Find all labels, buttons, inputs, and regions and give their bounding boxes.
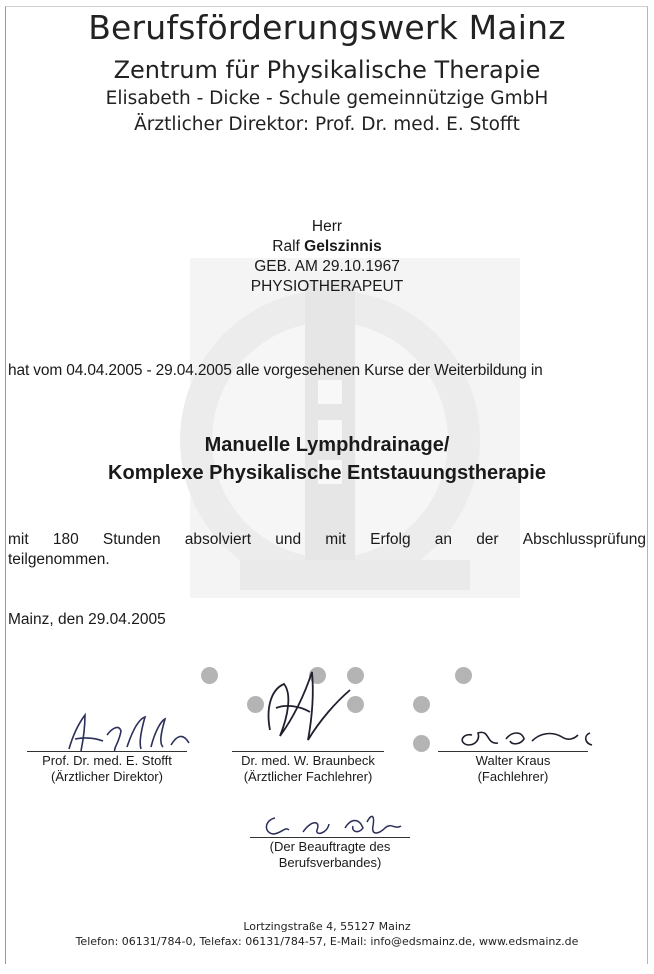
course-title-line1: Manuelle Lymphdrainage/ (204, 434, 450, 456)
center-subtitle: Zentrum für Physikalische Therapie (113, 56, 541, 84)
org-title: Berufsförderungswerk Mainz (88, 8, 566, 47)
signatory-1 (12, 753, 202, 785)
footer-contact: Telefon: 06131/784-0, Telefax: 06131/784-57, E-Mail: info@edsmainz.de, www.edsmainz.de (75, 935, 579, 948)
signature-line-1 (27, 751, 187, 752)
completion-word: Stunden (102, 531, 161, 548)
statement: hat vom 04.04.2005 - 29.04.2005 alle vorgesehenen Kurse der Weiterbildung in (8, 362, 543, 379)
seal-dot (413, 696, 430, 713)
signatory-4-role: Berufsverbandes) (278, 855, 382, 870)
signature-line-2 (232, 751, 384, 752)
signatory-1-name: Prof. Dr. med. E. Stofft (42, 753, 172, 768)
course-title-line2: Komplexe Physikalische Entstauungstherapie (108, 462, 546, 484)
signatory-4 (235, 839, 425, 871)
completion-line2: teilgenommen. (8, 551, 110, 568)
signatory-3-name: Walter Kraus (475, 753, 551, 768)
director-line: Ärztlicher Direktor: Prof. Dr. med. E. Stofft (134, 114, 520, 135)
seal-dot (455, 667, 472, 684)
completion-word: der (476, 531, 499, 548)
first-name: Ralf (272, 238, 300, 255)
signature-berufsverband (255, 808, 425, 840)
completion-word: Abschlussprüfung (522, 531, 646, 548)
completion-word: und (275, 531, 302, 548)
completion-word: absolviert (184, 531, 252, 548)
signature-braunbeck (240, 660, 360, 750)
recipient-name (0, 238, 654, 256)
school-line: Elisabeth - Dicke - Schule gemeinnützige GmbH (105, 88, 549, 109)
seal-dot (201, 667, 218, 684)
footer-address: Lortzingstraße 4, 55127 Mainz (243, 920, 411, 933)
place-date: Mainz, den 29.04.2005 (8, 611, 166, 628)
completion-line (8, 531, 646, 549)
signatory-3-role: (Fachlehrer) (477, 769, 549, 784)
signatory-2-name: Dr. med. W. Braunbeck (241, 753, 375, 768)
signature-stofft (55, 705, 205, 755)
completion-word: 180 (52, 531, 79, 548)
signatory-1-role: (Ärztlicher Direktor) (51, 769, 163, 784)
salutation: Herr (311, 218, 343, 235)
signatory-3 (418, 753, 608, 785)
signatory-2 (213, 753, 403, 785)
signature-line-3 (438, 751, 588, 752)
signatory-2-role: (Ärztlicher Fachlehrer) (243, 769, 373, 784)
completion-word: an (434, 531, 453, 548)
signature-kraus (450, 715, 610, 755)
completion-word: mit (325, 531, 346, 548)
seal-dot (413, 735, 430, 752)
signatory-4-name: (Der Beauftragte des (269, 839, 391, 854)
profession: PHYSIOTHERAPEUT (250, 278, 404, 295)
completion-word: mit (8, 531, 29, 548)
signature-line-4 (250, 837, 410, 838)
completion-word: Erfolg (370, 531, 411, 548)
birth-date: GEB. AM 29.10.1967 (254, 258, 400, 275)
last-name: Gelszinnis (304, 238, 382, 255)
